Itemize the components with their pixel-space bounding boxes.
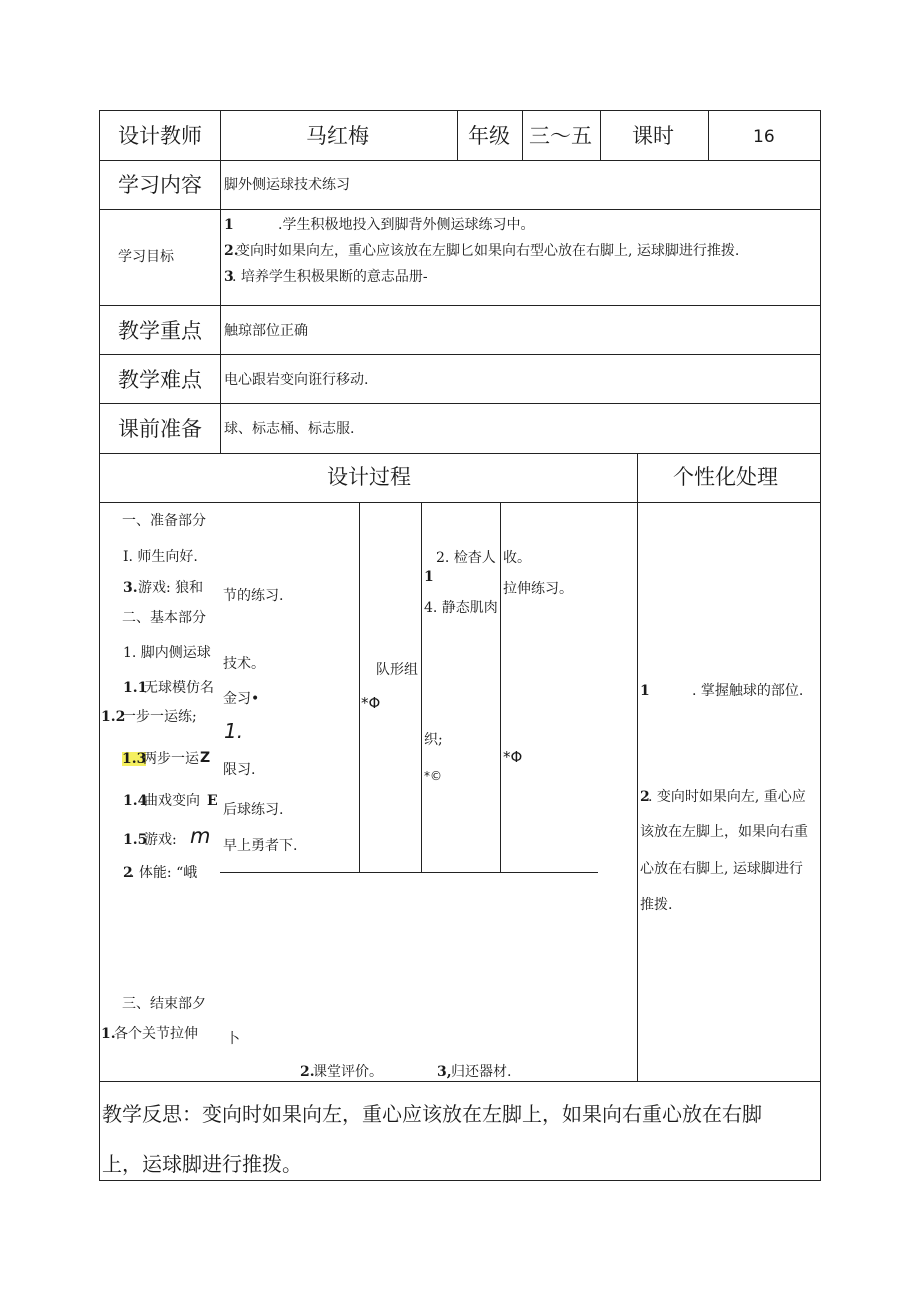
difficulty-label: 教学难点 [118,368,202,392]
col2-text-f: 后球练习. [223,802,284,818]
header-divider [600,110,601,160]
table-border-right [820,110,821,1180]
inner-column-divider [359,502,360,872]
content-label: 学习内容 [118,173,202,197]
col2-text-e: 限习. [223,762,256,778]
header-divider [708,110,709,160]
content-value: 脚外侧运球技术练习 [224,177,350,193]
row-divider [99,209,821,210]
basic-item-1-2-number: 1.2 [101,709,126,725]
col2-text-g: 早上勇者下. [223,838,298,854]
col2-text-a: 节的练习. [223,588,284,604]
basic-item-1-2: 一步一运练; [122,709,197,725]
inner-table-bottom-rule [220,872,598,873]
col5-text-c: *Φ [503,748,523,766]
basic-item-1-3-tail: Z [200,750,211,766]
goal-2-number: 2. [224,243,239,259]
process-title: 设计过程 [327,465,411,489]
row-divider [99,502,821,503]
reflection-line-1: 教学反思：变向时如果向左，重心应该放在左脚上，如果向右重心放在右脚 [102,1102,762,1126]
label-column-divider [220,110,221,453]
teacher-label: 设计教师 [118,124,202,148]
goal-3-text: . 培养学生积极果断的意志品册- [232,269,428,285]
goals-label: 学习目标 [118,249,174,265]
footer-item-3: 归还器材. [451,1064,512,1080]
footer-item-3-number: 3, [437,1064,452,1080]
reflection-line-2: 上，运球脚进行推拨。 [102,1152,302,1176]
prep-heading: 一、准备部分 [122,513,206,529]
basic-item-1-1: 无球模仿名 [144,680,214,696]
inner-column-divider [500,502,501,872]
col5-text-a: 收。 [503,550,531,566]
header-divider [522,110,523,160]
row-divider [99,354,821,355]
table-border-top [99,110,821,111]
basic-item-2: . 体能: “峨 [130,865,198,881]
col2-text-d: 1. [224,719,244,743]
personal-2-line-1: . 变向时如果向左, 重心应 [648,789,806,805]
header-divider [457,110,458,160]
basic-heading: 二、基本部分 [122,610,206,626]
row-divider [99,403,821,404]
basic-item-1-4-number: 1.4 [123,793,148,809]
personal-2-line-3: 心放在右脚上, 运球脚进行 [640,861,803,877]
col3-text-a: 队形组 [376,662,418,678]
goal-1-number: 1 [224,217,234,233]
row-divider [99,160,821,161]
period-label: 课时 [632,124,674,148]
personal-1-text: . 掌握触球的部位. [692,683,804,699]
basic-item-1-5-tail: m [190,824,211,848]
personal-2-number: 2 [640,789,650,805]
basic-item-2-number: 2 [123,865,133,881]
preparation-value: 球、标志桶、标志服. [224,421,355,437]
personal-column-divider [637,453,638,1081]
col4-text-b: 1 [424,569,434,585]
basic-item-1-4-tail: E [207,793,218,809]
inner-column-divider [421,502,422,872]
end-item-1-number: 1. [101,1026,116,1042]
basic-item-1-3: 两步一运 [143,751,199,767]
row-divider [99,453,821,454]
prep-item-1: I. 师生向好. [123,549,198,565]
basic-item-1-5-number: 1.5 [123,832,148,848]
grade-label: 年级 [468,124,510,148]
key-point-value: 触琼部位正确 [224,323,308,339]
prep-item-3: 游戏: 狼和 [138,580,204,596]
col2-text-c: 金习• [223,691,260,707]
difficulty-value: 电心跟岩变向诳行移动. [224,372,369,388]
grade-value: 三～五 [529,124,592,148]
col4-text-d: 织; [424,732,443,748]
key-point-label: 教学重点 [118,319,202,343]
basic-item-1-5: 游戏: [144,832,177,848]
personal-2-line-2: 该放在左脚上，如果向右重 [640,824,808,840]
basic-item-1: 1. 脚内侧运球 [123,645,211,661]
personal-1-number: 1 [640,683,650,699]
footer-item-2: 课堂评价。 [313,1064,383,1080]
row-divider [99,1081,821,1082]
basic-item-1-4: 曲戏变向 [144,793,200,809]
personal-title: 个性化处理 [673,465,778,489]
end-item-1: 各个关节拉伸 [114,1026,198,1042]
col2-text-h: 卜 [226,1031,240,1047]
basic-item-1-1-number: 1.1 [123,680,148,696]
table-border-left [99,110,100,1180]
prep-item-3-number: 3. [123,580,138,596]
personal-2-line-4: 推拨. [640,897,673,913]
preparation-label: 课前准备 [118,417,202,441]
basic-item-1-3-number: 1.3 [122,751,147,767]
period-value: 16 [753,127,775,147]
col2-text-b: 技术。 [223,656,265,672]
col5-text-b: 拉伸练习。 [503,581,573,597]
goal-2-text: 变向时如果向左，重心应该放在左脚匕如果向右型心放在右脚上, 运球脚进行推拨. [236,243,740,259]
footer-item-2-number: 2. [300,1064,315,1080]
end-heading: 三、结束部夕 [122,996,206,1012]
goal-3-number: 3 [224,269,234,285]
teacher-name: 马红梅 [306,124,369,148]
col4-text-a: 2. 检杳人 [436,550,496,566]
col3-text-b: *Φ [361,694,381,712]
table-border-bottom [99,1180,821,1181]
col4-text-c: 4. 静态肌肉 [424,600,498,616]
goal-1-text: .学生积极地投入到脚背外侧运球练习中。 [278,217,535,233]
col4-text-e: *© [424,769,442,783]
row-divider [99,305,821,306]
